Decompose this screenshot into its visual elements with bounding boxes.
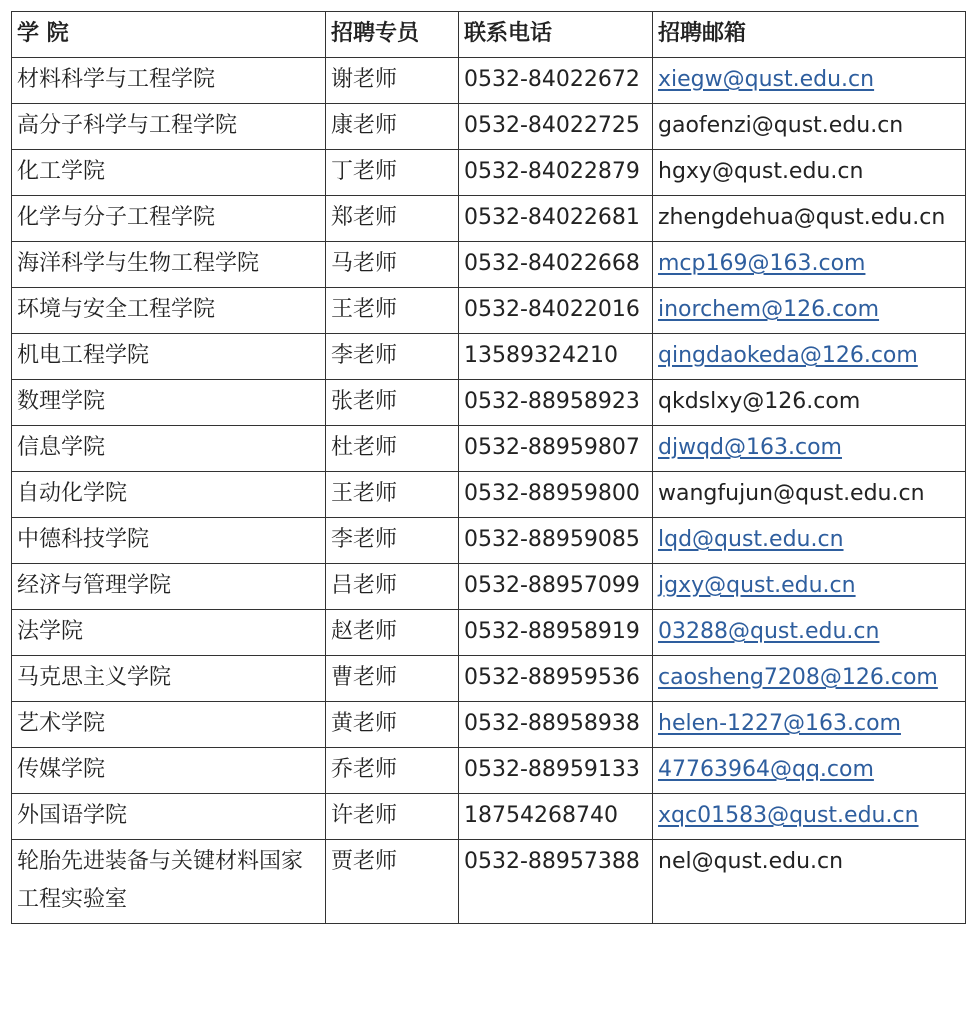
email-cell <box>653 656 966 702</box>
table-row <box>12 426 966 472</box>
email-cell <box>653 104 966 150</box>
college-name-cell: 信息学院 <box>12 426 326 472</box>
college-name-cell: 化学与分子工程学院 <box>12 196 326 242</box>
email-text: gaofenzi@qust.edu.cn <box>658 113 904 138</box>
recruiter-cell: 乔老师 <box>326 748 459 794</box>
recruiter-cell: 王老师 <box>326 472 459 518</box>
table-row <box>12 610 966 656</box>
college-name-cell: 高分子科学与工程学院 <box>12 104 326 150</box>
email-text: hgxy@qust.edu.cn <box>658 159 864 184</box>
college-name-cell: 传媒学院 <box>12 748 326 794</box>
table-row <box>12 104 966 150</box>
email-link[interactable]: xiegw@qust.edu.cn <box>658 67 875 92</box>
recruiter-cell: 李老师 <box>326 518 459 564</box>
phone-cell: 0532-88957099 <box>459 564 653 610</box>
header-staff: 招聘专员 <box>326 12 459 58</box>
phone-cell: 0532-88958919 <box>459 610 653 656</box>
phone-cell: 0532-88957388 <box>459 840 653 924</box>
college-name-cell: 机电工程学院 <box>12 334 326 380</box>
phone-cell: 0532-84022016 <box>459 288 653 334</box>
phone-cell: 0532-88958923 <box>459 380 653 426</box>
recruiter-cell: 郑老师 <box>326 196 459 242</box>
table-header-row <box>12 12 966 58</box>
college-name-cell: 材料科学与工程学院 <box>12 58 326 104</box>
college-name-cell: 轮胎先进装备与关键材料国家工程实验室 <box>12 840 326 924</box>
phone-cell: 0532-84022681 <box>459 196 653 242</box>
table-row <box>12 334 966 380</box>
phone-cell: 13589324210 <box>459 334 653 380</box>
phone-cell: 0532-88959800 <box>459 472 653 518</box>
phone-cell: 0532-88959133 <box>459 748 653 794</box>
recruiter-cell: 杜老师 <box>326 426 459 472</box>
email-link[interactable]: caosheng7208@126.com <box>658 665 938 690</box>
table-row <box>12 518 966 564</box>
phone-cell: 0532-88959807 <box>459 426 653 472</box>
email-cell <box>653 242 966 288</box>
email-cell <box>653 518 966 564</box>
email-cell <box>653 426 966 472</box>
email-link[interactable]: 03288@qust.edu.cn <box>658 619 880 644</box>
phone-cell: 0532-88958938 <box>459 702 653 748</box>
recruiter-cell: 吕老师 <box>326 564 459 610</box>
recruiter-cell: 许老师 <box>326 794 459 840</box>
college-name-cell: 外国语学院 <box>12 794 326 840</box>
phone-cell: 0532-84022668 <box>459 242 653 288</box>
email-cell <box>653 472 966 518</box>
recruiter-cell: 王老师 <box>326 288 459 334</box>
email-cell <box>653 794 966 840</box>
header-college: 学 院 <box>12 12 326 58</box>
table-row <box>12 58 966 104</box>
email-cell <box>653 840 966 924</box>
email-cell <box>653 196 966 242</box>
table-row <box>12 150 966 196</box>
recruiter-cell: 康老师 <box>326 104 459 150</box>
email-link[interactable]: djwqd@163.com <box>658 435 842 460</box>
college-name-cell: 自动化学院 <box>12 472 326 518</box>
recruiter-cell: 曹老师 <box>326 656 459 702</box>
recruiter-cell: 谢老师 <box>326 58 459 104</box>
email-link[interactable]: 47763964@qq.com <box>658 757 874 782</box>
email-cell <box>653 564 966 610</box>
email-text: qkdslxy@126.com <box>658 389 861 414</box>
phone-cell: 18754268740 <box>459 794 653 840</box>
table-row <box>12 656 966 702</box>
recruiter-cell: 张老师 <box>326 380 459 426</box>
table-row <box>12 380 966 426</box>
email-link[interactable]: xqc01583@qust.edu.cn <box>658 803 919 828</box>
table-row <box>12 840 966 924</box>
recruiter-cell: 赵老师 <box>326 610 459 656</box>
recruiter-cell: 李老师 <box>326 334 459 380</box>
email-cell <box>653 702 966 748</box>
college-name-cell: 中德科技学院 <box>12 518 326 564</box>
email-cell <box>653 748 966 794</box>
table-body <box>12 58 966 924</box>
table-row <box>12 242 966 288</box>
college-name-cell: 环境与安全工程学院 <box>12 288 326 334</box>
college-name-cell: 艺术学院 <box>12 702 326 748</box>
phone-cell: 0532-84022879 <box>459 150 653 196</box>
college-name-cell: 马克思主义学院 <box>12 656 326 702</box>
recruiter-cell: 黄老师 <box>326 702 459 748</box>
recruiter-cell: 贾老师 <box>326 840 459 924</box>
email-cell <box>653 288 966 334</box>
college-name-cell: 海洋科学与生物工程学院 <box>12 242 326 288</box>
header-email: 招聘邮箱 <box>653 12 966 58</box>
email-text: zhengdehua@qust.edu.cn <box>658 205 946 230</box>
email-cell <box>653 334 966 380</box>
college-name-cell: 数理学院 <box>12 380 326 426</box>
recruitment-contacts-table <box>11 11 966 924</box>
email-cell <box>653 58 966 104</box>
email-link[interactable]: helen-1227@163.com <box>658 711 901 736</box>
table-row <box>12 748 966 794</box>
recruiter-cell: 马老师 <box>326 242 459 288</box>
email-link[interactable]: mcp169@163.com <box>658 251 866 276</box>
phone-cell: 0532-88959536 <box>459 656 653 702</box>
phone-cell: 0532-84022672 <box>459 58 653 104</box>
table-row <box>12 196 966 242</box>
header-phone: 联系电话 <box>459 12 653 58</box>
email-cell <box>653 610 966 656</box>
email-cell <box>653 150 966 196</box>
email-link[interactable]: qingdaokeda@126.com <box>658 343 918 368</box>
college-name-cell: 法学院 <box>12 610 326 656</box>
email-link[interactable]: inorchem@126.com <box>658 297 880 322</box>
table-row <box>12 794 966 840</box>
college-name-cell: 经济与管理学院 <box>12 564 326 610</box>
table-row <box>12 472 966 518</box>
table-row <box>12 288 966 334</box>
email-link[interactable]: lqd@qust.edu.cn <box>658 527 844 552</box>
table-row <box>12 564 966 610</box>
email-text: wangfujun@qust.edu.cn <box>658 481 925 506</box>
college-name-cell: 化工学院 <box>12 150 326 196</box>
phone-cell: 0532-88959085 <box>459 518 653 564</box>
email-cell <box>653 380 966 426</box>
email-link[interactable]: jgxy@qust.edu.cn <box>658 573 856 598</box>
recruiter-cell: 丁老师 <box>326 150 459 196</box>
table-row <box>12 702 966 748</box>
phone-cell: 0532-84022725 <box>459 104 653 150</box>
email-text: nel@qust.edu.cn <box>658 849 844 874</box>
